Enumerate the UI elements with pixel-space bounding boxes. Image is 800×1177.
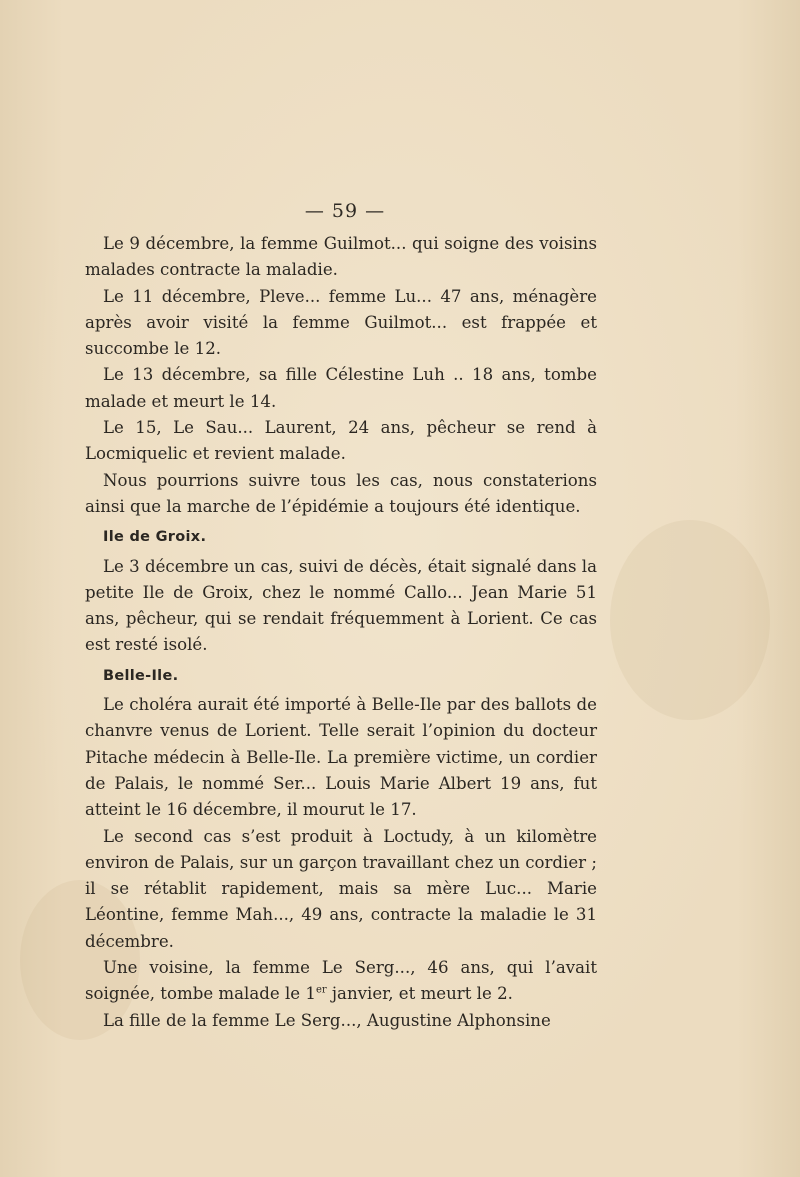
section-heading: Belle-Ile. [103, 667, 179, 684]
paragraph: La fille de la femme Le Serg..., Augustine Alphonsine [103, 1010, 551, 1030]
paragraph-text: janvier, et meurt le 2. [326, 984, 513, 1004]
paper-stain [610, 520, 770, 720]
paragraph: Le 15, Le Sau... Laurent, 24 ans, pêcheur se rend à Locmiquelic et revient malade. [85, 418, 597, 464]
superscript: er [315, 984, 327, 996]
body-text [85, 231, 597, 1034]
paragraph: Le 3 décembre un cas, suivi de décès, était signalé dans la petite Ile de Groix, chez le nommé Callo... Jean Marie 51 ans, pêcheur, qui se rendait fréquemment à Lorient. Ce cas est resté isolé. [85, 556, 597, 655]
paragraph [85, 955, 597, 1008]
paragraph-text: Une voisine, la femme Le Serg..., 46 ans, qui l’avait soignée, tombe malade le 1 [85, 958, 597, 1004]
paragraph: Le choléra aurait été importé à Belle-Ile par des ballots de chanvre venus de Lorient. Telle serait l’opinion du docteur Pitache médecin à Belle-Ile. La première victime, un cordier de Palais, le nommé Ser... Louis Marie Albert 19 ans, fut atteint le 16 décembre, il mourut le 17. [85, 695, 597, 820]
paragraph: Le 9 décembre, la femme Guilmot... qui soigne des voisins malades contracte la maladie. [85, 234, 597, 280]
page-number: — 59 — [304, 200, 386, 222]
section-heading: Ile de Groix. [103, 529, 207, 546]
paragraph: Le 13 décembre, sa fille Célestine Luh .. 18 ans, tombe malade et meurt le 14. [85, 365, 597, 411]
paragraph: Le second cas s’est produit à Loctudy, à un kilomètre environ de Palais, sur un garçon travaillant chez un cordier ; il se rétablit rapidement, mais sa mère Luc... Marie Léontine, femme Mah..., 49 ans, contracte la maladie le 31 décembre. [85, 826, 597, 951]
paragraph: Le 11 décembre, Pleve... femme Lu... 47 ans, ménagère après avoir visité la femme Guilmot... est frappée et succombe le 12. [85, 286, 597, 359]
paragraph: Nous pourrions suivre tous les cas, nous constaterions ainsi que la marche de l’épidémie a toujours été identique. [85, 470, 597, 516]
